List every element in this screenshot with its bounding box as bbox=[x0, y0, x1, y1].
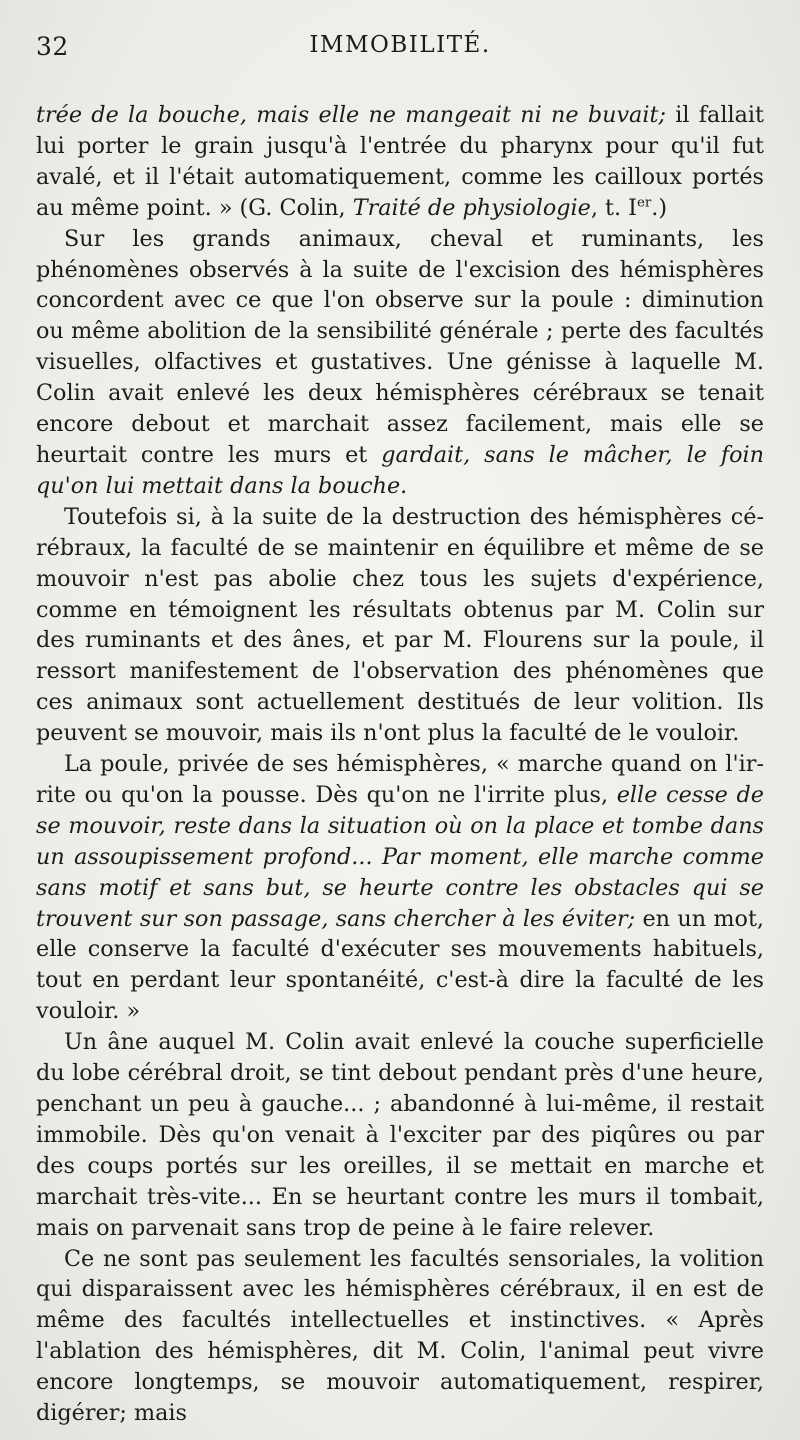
italic-run: elle cesse de se mouvoir, reste dans la situation où on la place et tombe dans un assoupissement profond... Par moment, elle marche comme sans motif et sans but, se heurte contre les obstacles qui se trouvent sur son passage, sans chercher à les éviter; bbox=[36, 781, 764, 932]
page-number: 32 bbox=[36, 32, 69, 61]
paragraph bbox=[36, 224, 764, 502]
text-run: Toutefois si, à la suite de la destruction des hémisphères cérébraux, la faculté de se maintenir en équilibre et même de se mouvoir n'est pas abolie chez tous les sujets d'expérience, comme en témoignent les résultats obtenus par M. Colin sur des ruminants et des ânes, et par M. Flourens sur la poule, il ressort manifestement de l'observation des phénomènes que ces animaux sont actuellement destitués de leur volition. Ils peuvent se mouvoir, mais ils n'ont plus la faculté de le vouloir. bbox=[36, 503, 764, 747]
text-run: Ce ne sont pas seulement les facultés sensoriales, la volition qui disparaissent avec les hémisphères cérébraux, il en est de même des facultés intellectuelles et instinctives. « Après l'ablation des hémisphères, dit M. Colin, l'animal peut vivre encore longtemps, se mouvoir automatiquement, respirer, digérer; mais bbox=[36, 1245, 764, 1427]
text-run: .) bbox=[651, 194, 668, 221]
paragraph bbox=[36, 749, 764, 1027]
text-run: en un mot, elle conserve la faculté d'exécuter ses mouvements habituels, tout en perdant leur spontanéité, c'est-à dire la faculté de les vouloir. » bbox=[36, 905, 764, 1025]
text-run: Sur les grands animaux, cheval et ruminants, les phénomènes observés à la suite de l'excision des hémisphères concordent avec ce que l'on observe sur la poule : diminution ou même abolition de la sensibilité générale ; perte des facultés visuelles, olfactives et gustatives. Une génisse à laquelle M. Colin avait enlevé les deux hémisphères cérébraux se tenait encore debout et marchait assez facilement, mais elle se heurtait contre les murs et bbox=[36, 225, 764, 468]
text-run: , t. I bbox=[590, 194, 637, 221]
paragraph bbox=[36, 502, 764, 749]
italic-run: gardait, sans le mâcher, le foin qu'on lui mettait dans la bouche. bbox=[36, 441, 764, 499]
running-head: IMMOBILITÉ. bbox=[309, 32, 491, 58]
text-run: Un âne auquel M. Colin avait enlevé la couche superficielle du lobe cérébral droit, se tint debout pendant près d'une heure, penchant un peu à gauche... ; abandonné à lui-même, il restait immobile. Dès qu'on venait à l'exciter par des piqûres ou par des coups portés sur les oreilles, il se mettait en marche et marchait très-vite... En se heurtant contre les murs il tombait, mais on parvenait sans trop de peine à le faire relever. bbox=[36, 1029, 764, 1241]
text-run: il fallait lui porter le grain jusqu'à l'entrée du pharynx pour qu'il fut avalé, et il l'était automatiquement, comme les cailloux portés au même point. » (G. Colin, bbox=[36, 102, 764, 221]
paragraph bbox=[36, 1244, 764, 1429]
paragraph bbox=[36, 100, 764, 224]
italic-run: Traité de physiologie bbox=[352, 194, 591, 221]
body-text bbox=[36, 100, 764, 1429]
text-run: er bbox=[637, 195, 652, 211]
page-header bbox=[36, 26, 764, 66]
text-run: La poule, privée de ses hémisphères, « marche quand on l'irrite ou qu'on la pousse. Dès qu'on ne l'irrite plus, bbox=[36, 751, 764, 808]
paragraph bbox=[36, 1027, 764, 1243]
italic-run: trée de la bouche, mais elle ne mangeait ni ne buvait; bbox=[36, 102, 666, 128]
